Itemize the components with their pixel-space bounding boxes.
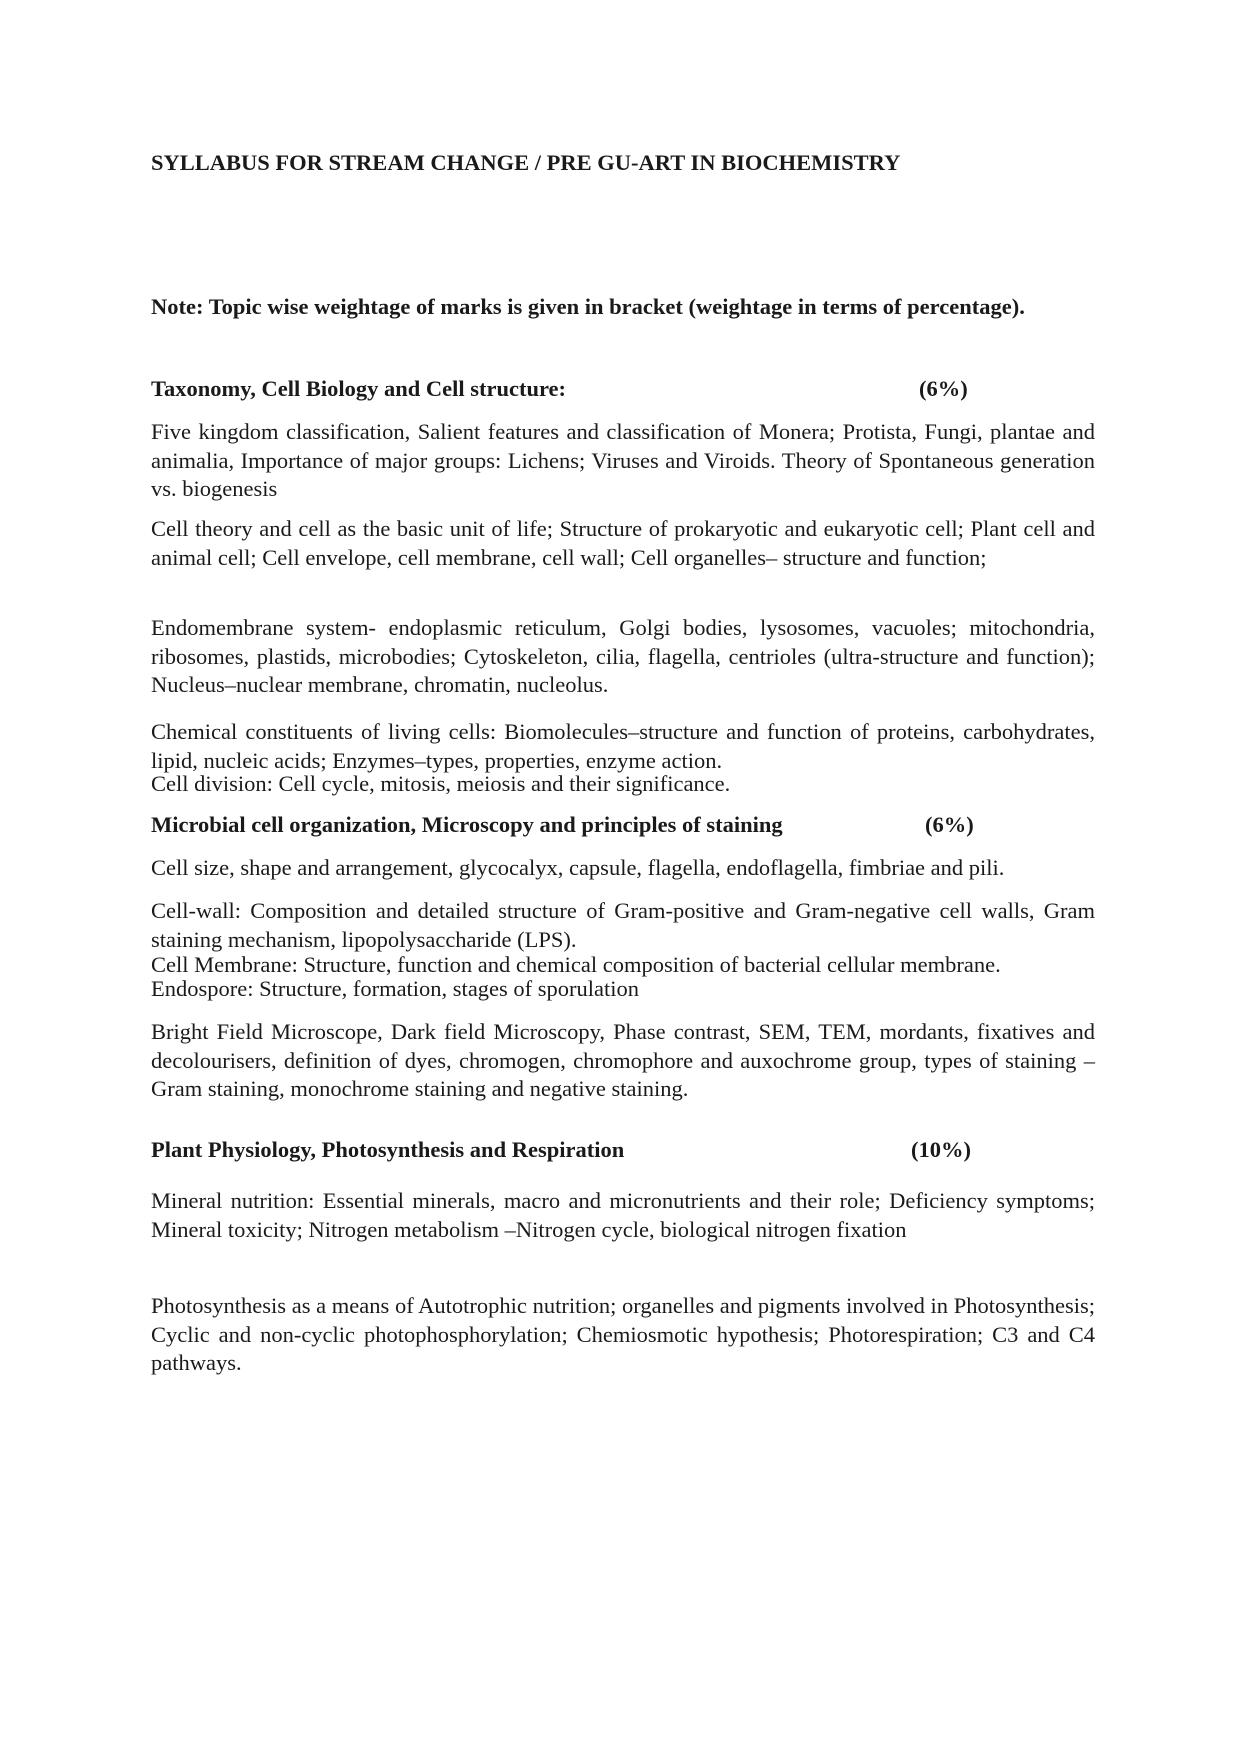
document-title: SYLLABUS FOR STREAM CHANGE / PRE GU-ART IN BIOCHEMISTRY bbox=[151, 150, 901, 175]
paragraph: Cell division: Cell cycle, mitosis, meiosis and their significance. bbox=[151, 771, 731, 796]
paragraph: Cell size, shape and arrangement, glycocalyx, capsule, flagella, endoflagella, fimbriae and pili. bbox=[151, 855, 1005, 880]
paragraph: Cell theory and cell as the basic unit of life; Structure of prokaryotic and eukaryotic cell; Plant cell and animal cell; Cell envelope, cell membrane, cell wall; Cell organelles– structure and function; bbox=[151, 516, 1095, 570]
section-heading-taxonomy bbox=[151, 376, 1095, 402]
section-heading-plant-physiology bbox=[151, 1137, 1095, 1163]
paragraph: Cell Membrane: Structure, function and chemical composition of bacterial cellular membrane. bbox=[151, 952, 1001, 977]
paragraph: Bright Field Microscope, Dark field Microscopy, Phase contrast, SEM, TEM, mordants, fixatives and decolourisers, definition of dyes, chromogen, chromophore and auxochrome group, types of staining – Gram staining, monochrome staining and negative staining. bbox=[151, 1019, 1095, 1101]
paragraph: Five kingdom classification, Salient features and classification of Monera; Protista, Fungi, plantae and animalia, Importance of major groups: Lichens; Viruses and Viroids. Theory of Spontaneous generation vs. biogenesis bbox=[151, 419, 1095, 501]
section-heading-text: Microbial cell organization, Microscopy and principles of staining bbox=[151, 812, 783, 837]
section-weightage: (6%) bbox=[925, 812, 974, 837]
paragraph: Mineral nutrition: Essential minerals, macro and micronutrients and their role; Deficiency symptoms; Mineral toxicity; Nitrogen metabolism –Nitrogen cycle, biological nitrogen fixation bbox=[151, 1188, 1095, 1242]
paragraph: Chemical constituents of living cells: Biomolecules–structure and function of proteins, carbohydrates, lipid, nucleic acids; Enzymes–types, properties, enzyme action. bbox=[151, 719, 1095, 773]
paragraph: Endomembrane system- endoplasmic reticulum, Golgi bodies, lysosomes, vacuoles; mitochondria, ribosomes, plastids, microbodies; Cytoskeleton, cilia, flagella, centrioles (ultra-structure and function); Nucleus–nuclear membrane, chromatin, nucleolus. bbox=[151, 615, 1095, 697]
section-heading-microbial bbox=[151, 812, 1095, 838]
weightage-note: Note: Topic wise weightage of marks is given in bracket (weightage in terms of percentage). bbox=[151, 294, 1025, 319]
section-heading-text: Taxonomy, Cell Biology and Cell structure: bbox=[151, 376, 567, 401]
section-weightage: (10%) bbox=[911, 1137, 971, 1162]
paragraph: Photosynthesis as a means of Autotrophic nutrition; organelles and pigments involved in Photosynthesis; Cyclic and non-cyclic photophosphorylation; Chemiosmotic hypothesis; Photorespiration; C3 and C4 pathways. bbox=[151, 1293, 1095, 1375]
paragraph: Endospore: Structure, formation, stages of sporulation bbox=[151, 976, 640, 1001]
section-weightage: (6%) bbox=[919, 376, 968, 401]
section-heading-text: Plant Physiology, Photosynthesis and Respiration bbox=[151, 1137, 625, 1162]
paragraph: Cell-wall: Composition and detailed structure of Gram-positive and Gram-negative cell walls, Gram staining mechanism, lipopolysaccharide (LPS). bbox=[151, 898, 1095, 952]
